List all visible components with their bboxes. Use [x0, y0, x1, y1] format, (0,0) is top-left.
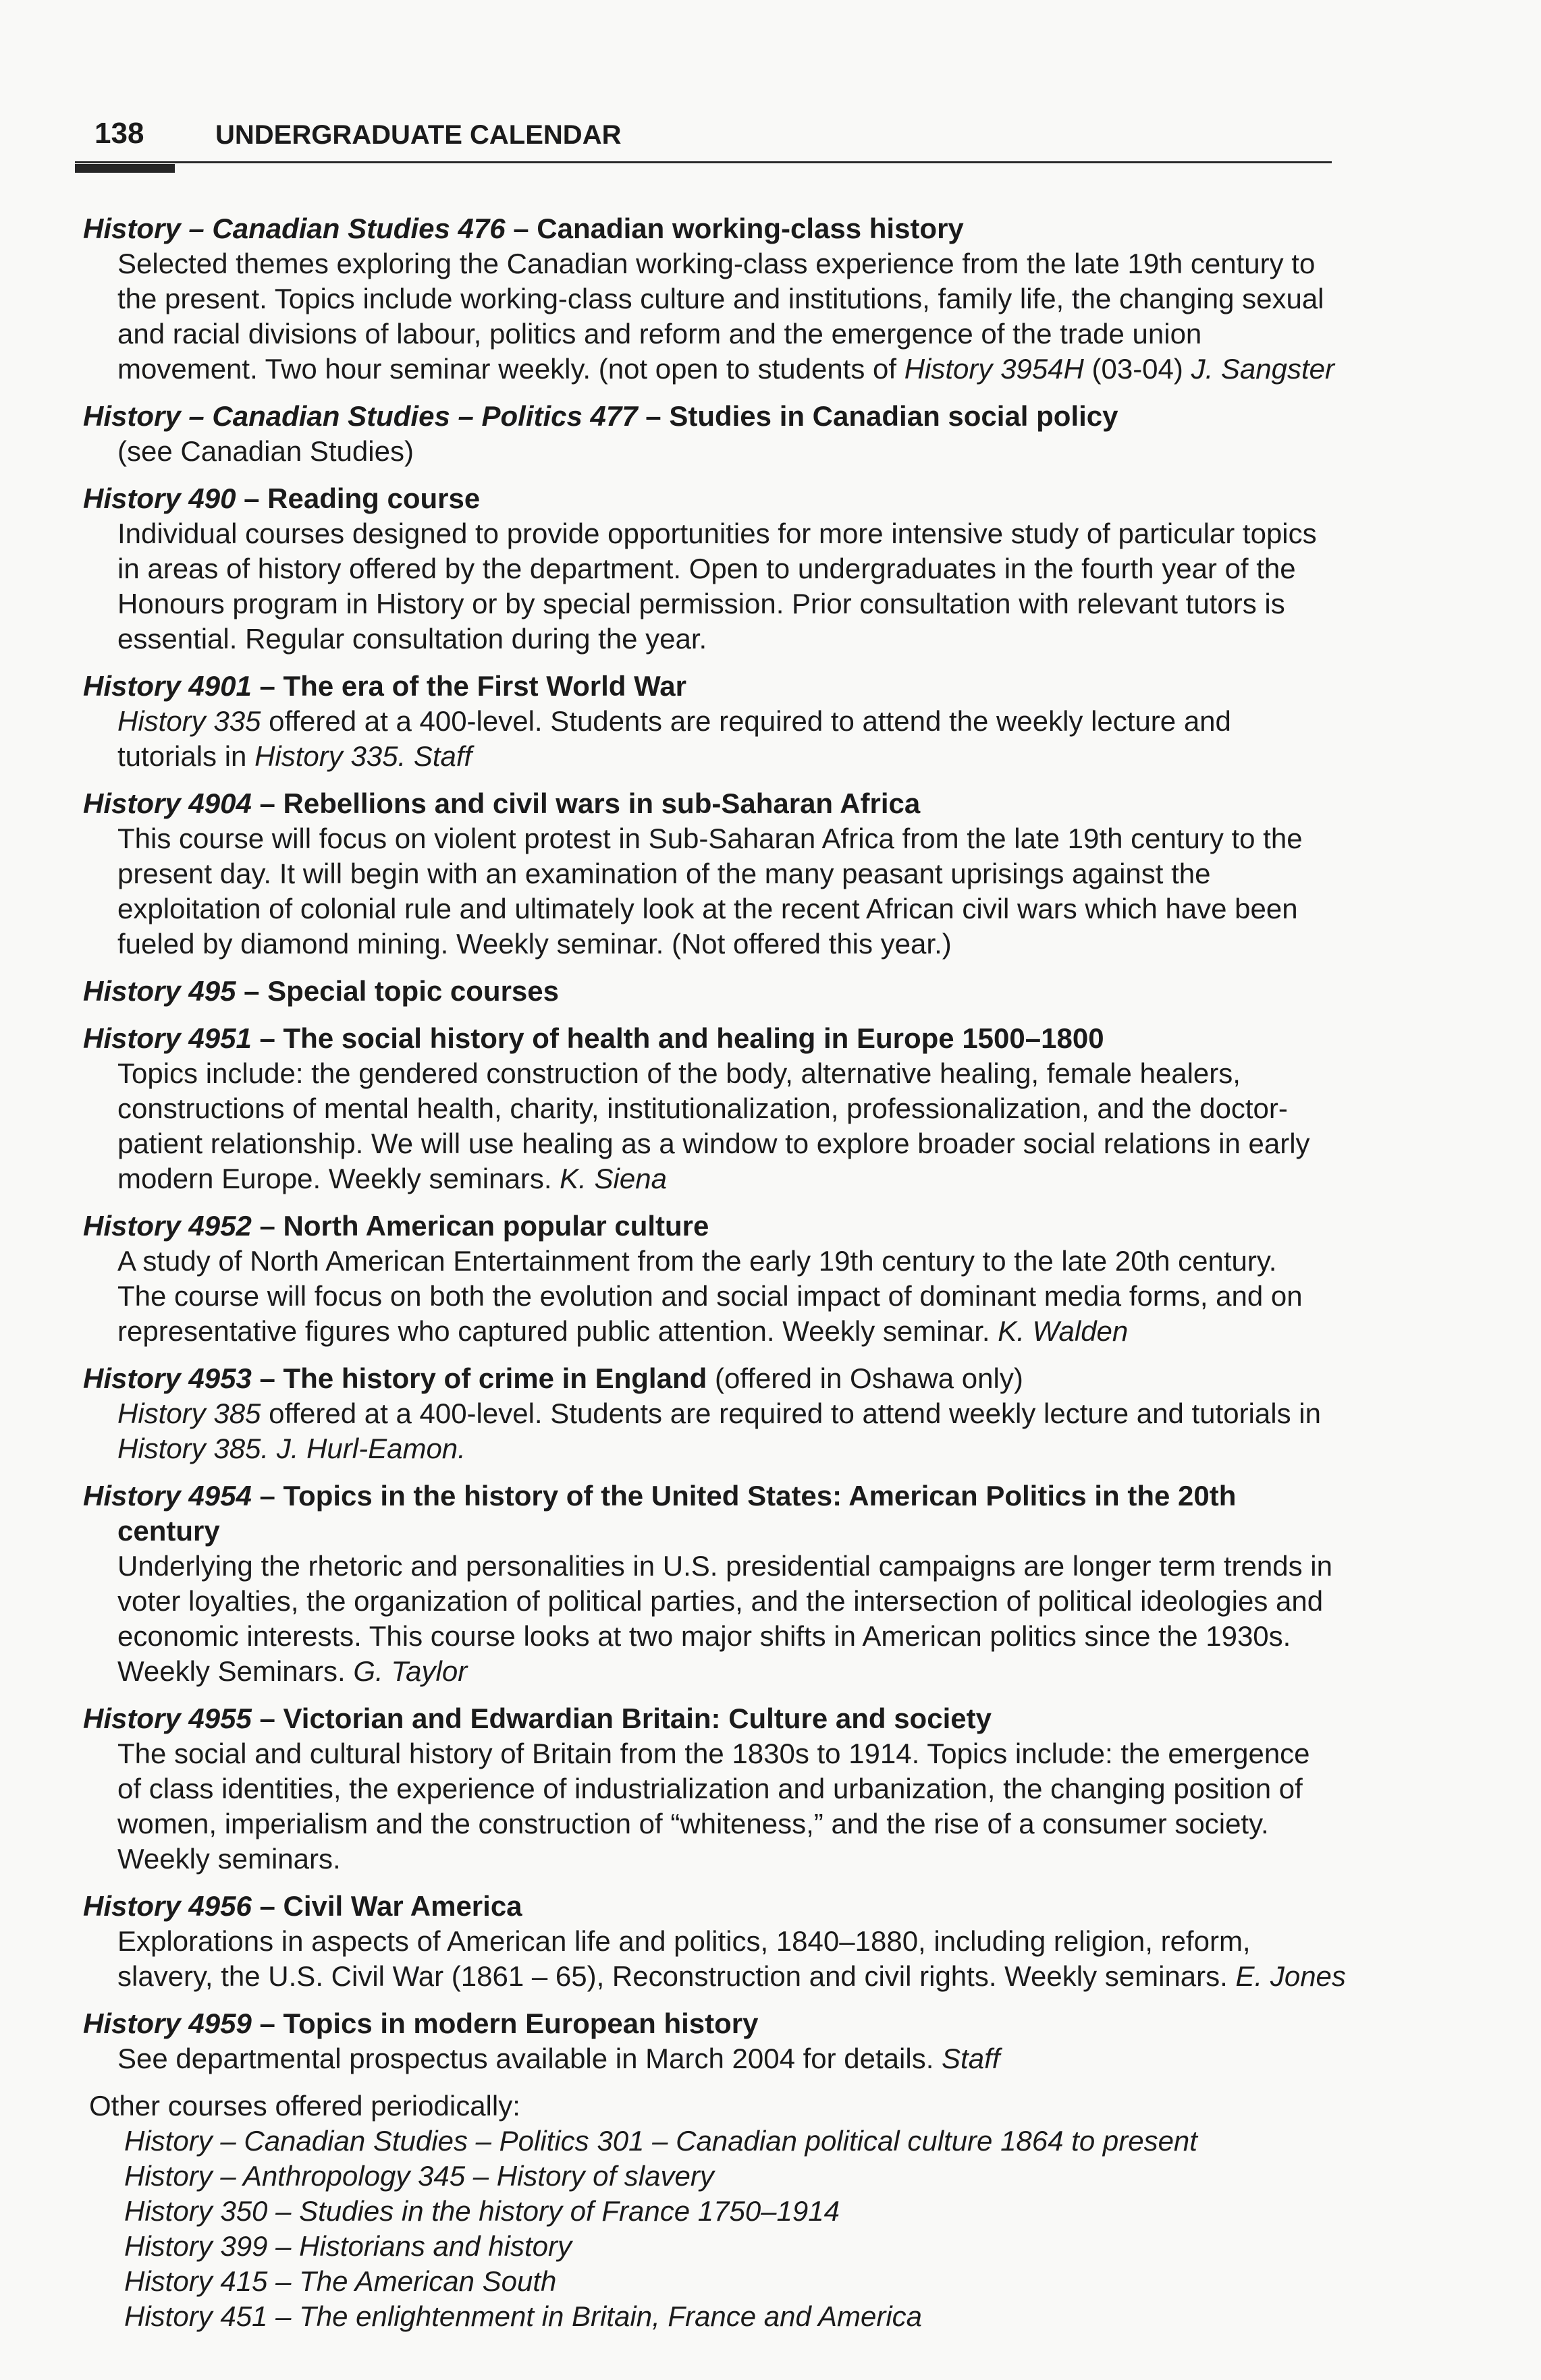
course-code: History – Canadian Studies – Politics 477: [83, 400, 638, 432]
description-line: [0, 516, 1541, 551]
course-code: History 4954: [83, 1480, 252, 1512]
course-listing: [0, 211, 1541, 2346]
other-course-item: History 350 – Studies in the history of France 1750–1914: [124, 2195, 840, 2227]
course-heading: [0, 481, 1541, 516]
course-title: Canadian working-class history: [537, 213, 964, 244]
title-separator: –: [236, 975, 268, 1007]
text-run: Selected themes exploring the Canadian working-class experience from the late 19th century to: [117, 248, 1316, 279]
title-separator: –: [251, 1703, 283, 1734]
description-line: [0, 1244, 1541, 1279]
course-title: Rebellions and civil wars in sub-Saharan Africa: [283, 787, 921, 819]
course-code: History 495: [83, 975, 236, 1007]
text-run: constructions of mental health, charity, institutionalization, professionalization, and the doctor-: [117, 1092, 1288, 1124]
text-run: Individual courses designed to provide opportunities for more intensive study of particular topics: [117, 518, 1317, 549]
course-entry: [0, 669, 1541, 774]
italic-text: History 385. J. Hurl-Eamon.: [117, 1433, 466, 1464]
course-entry: [0, 786, 1541, 962]
description-line: [0, 926, 1541, 962]
description-line: [0, 246, 1541, 281]
course-heading: [0, 1209, 1541, 1244]
italic-text: K. Siena: [560, 1163, 667, 1194]
description-line: [0, 1924, 1541, 1959]
course-heading: [0, 974, 1541, 1009]
italic-text: J. Sangster: [1191, 353, 1335, 385]
course-code: History 4959: [83, 2008, 252, 2039]
course-heading: [0, 1021, 1541, 1056]
description-line: [0, 704, 1541, 739]
description-line: [0, 821, 1541, 856]
course-title: The history of crime in England: [283, 1362, 707, 1394]
course-code: History 490: [83, 482, 236, 514]
description-line: [0, 281, 1541, 316]
other-course-item: History 451 – The enlightenment in Britain, France and America: [124, 2300, 923, 2332]
text-run: and racial divisions of labour, politics and reform and the emergence of the trade union: [117, 318, 1202, 350]
text-run: slavery, the U.S. Civil War (1861 – 65), Reconstruction and civil rights. Weekly seminars.: [117, 1960, 1236, 1992]
text-run: The course will focus on both the evolution and social impact of dominant media forms, and on: [117, 1280, 1303, 1312]
description-line: [0, 2041, 1541, 2076]
italic-text: History 335. Staff: [254, 740, 472, 772]
course-code: History 4901: [83, 670, 252, 702]
course-entry: [0, 481, 1541, 657]
description-line: [0, 1056, 1541, 1091]
text-run: exploitation of colonial rule and ultimately look at the recent African civil wars which have been: [117, 893, 1298, 924]
text-run: fueled by diamond mining. Weekly seminar. (Not offered this year.): [117, 928, 952, 960]
header-rule: [75, 161, 1332, 163]
description-line: [0, 1396, 1541, 1431]
course-heading: [0, 211, 1541, 246]
course-entry: [0, 974, 1541, 1009]
description-line: [0, 621, 1541, 657]
course-entry: [0, 2006, 1541, 2076]
other-courses-section: [0, 2088, 1541, 2334]
course-note: (offered in Oshawa only): [715, 1362, 1023, 1394]
title-separator: –: [251, 1210, 283, 1242]
title-separator: –: [236, 482, 268, 514]
course-title: Special topic courses: [267, 975, 559, 1007]
course-heading: [0, 669, 1541, 704]
italic-text: History 3954H: [904, 353, 1084, 385]
text-run: The social and cultural history of Britain from the 1830s to 1914. Topics include: the emergence: [117, 1738, 1310, 1769]
description-line: [0, 1091, 1541, 1126]
running-header-title: UNDERGRADUATE CALENDAR: [215, 120, 622, 150]
description-line: [0, 1431, 1541, 1466]
course-heading: [0, 1361, 1541, 1396]
text-run: This course will focus on violent protest in Sub-Saharan Africa from the late 19th century to the: [117, 823, 1303, 854]
text-run: essential. Regular consultation during the year.: [117, 623, 707, 655]
course-code: History 4953: [83, 1362, 252, 1394]
course-heading: [0, 1701, 1541, 1736]
course-code: History 4955: [83, 1703, 252, 1734]
text-run: Topics include: the gendered construction of the body, alternative healing, female healers,: [117, 1057, 1241, 1089]
description-line: [0, 891, 1541, 926]
course-heading: [0, 1478, 1541, 1514]
description-line: [0, 1806, 1541, 1842]
course-entry: [0, 1478, 1541, 1689]
course-title: Civil War America: [283, 1890, 522, 1922]
italic-text: Staff: [942, 2043, 1000, 2074]
course-title-continued: century: [117, 1515, 220, 1547]
description-line: [0, 1549, 1541, 1584]
description-line: [0, 1771, 1541, 1806]
description-line: [0, 551, 1541, 586]
course-code: History 4956: [83, 1890, 252, 1922]
course-title: North American popular culture: [283, 1210, 709, 1242]
other-course-item: History 399 – Historians and history: [124, 2230, 572, 2262]
description-line: [0, 1314, 1541, 1349]
description-line: [0, 1654, 1541, 1689]
text-run: (see Canadian Studies): [117, 435, 414, 467]
description-line: [0, 434, 1541, 469]
text-run: the present. Topics include working-class culture and institutions, family life, the changing sexual: [117, 283, 1324, 314]
title-separator: –: [251, 1480, 283, 1512]
course-entry: [0, 1209, 1541, 1349]
italic-text: E. Jones: [1235, 1960, 1346, 1992]
description-line: [0, 1619, 1541, 1654]
description-line: [0, 1161, 1541, 1196]
text-run: economic interests. This course looks at two major shifts in American politics since the 1930s.: [117, 1620, 1291, 1652]
description-line: [0, 1959, 1541, 1994]
text-run: offered at a 400-level. Students are required to attend the weekly lecture and: [261, 705, 1231, 737]
course-title: Topics in modern European history: [283, 2008, 759, 2039]
title-separator: –: [251, 1022, 283, 1054]
course-entry: [0, 1889, 1541, 1994]
description-line: [0, 1584, 1541, 1619]
course-title: The social history of health and healing in Europe 1500–1800: [283, 1022, 1104, 1054]
description-line: [0, 316, 1541, 352]
title-separator: –: [505, 213, 537, 244]
title-separator: –: [637, 400, 670, 432]
course-heading: [0, 786, 1541, 821]
course-title: Reading course: [267, 482, 481, 514]
course-title: Victorian and Edwardian Britain: Culture and society: [283, 1703, 992, 1734]
text-run: movement. Two hour seminar weekly. (not open to students of: [117, 353, 904, 385]
course-code: History 4951: [83, 1022, 252, 1054]
other-courses-heading: Other courses offered periodically:: [89, 2090, 520, 2122]
header-tab-marker: [75, 164, 175, 173]
italic-text: G. Taylor: [353, 1655, 468, 1687]
other-course-item: History – Anthropology 345 – History of slavery: [124, 2160, 714, 2192]
course-heading: [0, 2006, 1541, 2041]
text-run: in areas of history offered by the department. Open to undergraduates in the fourth year of the: [117, 553, 1296, 584]
course-code: History 4904: [83, 787, 252, 819]
page-number: 138: [94, 117, 144, 150]
course-code: History – Canadian Studies 476: [83, 213, 506, 244]
description-line: [0, 739, 1541, 774]
title-separator: –: [251, 1362, 283, 1394]
text-run: tutorials in: [117, 740, 255, 772]
title-separator: –: [251, 670, 283, 702]
text-run: Weekly seminars.: [117, 1843, 341, 1875]
course-entry: [0, 1361, 1541, 1466]
description-line: [0, 1736, 1541, 1771]
text-run: Underlying the rhetoric and personalities in U.S. presidential campaigns are longer term trends in: [117, 1550, 1332, 1582]
course-entry: [0, 1021, 1541, 1196]
title-separator: –: [251, 1890, 283, 1922]
italic-text: K. Walden: [998, 1315, 1129, 1347]
description-line: [0, 1842, 1541, 1877]
text-run: Explorations in aspects of American life and politics, 1840–1880, including religion, reform,: [117, 1925, 1251, 1957]
text-run: representative figures who captured public attention. Weekly seminar.: [117, 1315, 998, 1347]
course-title: Topics in the history of the United States: American Politics in the 20th: [283, 1480, 1237, 1512]
course-title: The era of the First World War: [283, 670, 686, 702]
text-run: women, imperialism and the construction of “whiteness,” and the rise of a consumer society.: [117, 1808, 1269, 1839]
course-title: Studies in Canadian social policy: [669, 400, 1118, 432]
text-run: modern Europe. Weekly seminars.: [117, 1163, 560, 1194]
other-course-item: History 415 – The American South: [124, 2265, 557, 2297]
text-run: Weekly Seminars.: [117, 1655, 354, 1687]
text-run: Honours program in History or by special permission. Prior consultation with relevant tutors is: [117, 588, 1285, 619]
course-entry: [0, 1701, 1541, 1877]
description-line: [0, 352, 1541, 387]
text-run: patient relationship. We will use healing as a window to explore broader social relations in early: [117, 1128, 1310, 1159]
course-heading: [0, 399, 1541, 434]
text-run: See departmental prospectus available in March 2004 for details.: [117, 2043, 942, 2074]
title-separator: –: [251, 787, 283, 819]
course-entry: [0, 211, 1541, 387]
course-entry: [0, 399, 1541, 469]
description-line: [0, 1279, 1541, 1314]
description-line: [0, 586, 1541, 621]
course-code: History 4952: [83, 1210, 252, 1242]
description-line: [0, 1126, 1541, 1161]
course-heading: [0, 1889, 1541, 1924]
other-course-item: History – Canadian Studies – Politics 301 – Canadian political culture 1864 to present: [124, 2125, 1197, 2157]
text-run: voter loyalties, the organization of political parties, and the intersection of political ideologies and: [117, 1585, 1324, 1617]
text-run: (03-04): [1083, 353, 1191, 385]
italic-text: History 385: [117, 1397, 261, 1429]
text-run: A study of North American Entertainment from the early 19th century to the late 20th century.: [117, 1245, 1277, 1277]
description-line: [0, 856, 1541, 891]
title-separator: –: [251, 2008, 283, 2039]
text-run: of class identities, the experience of industrialization and urbanization, the changing position of: [117, 1773, 1303, 1804]
italic-text: History 335: [117, 705, 261, 737]
text-run: offered at a 400-level. Students are required to attend weekly lecture and tutorials in: [261, 1397, 1321, 1429]
text-run: present day. It will begin with an examination of the many peasant uprisings against the: [117, 858, 1211, 889]
